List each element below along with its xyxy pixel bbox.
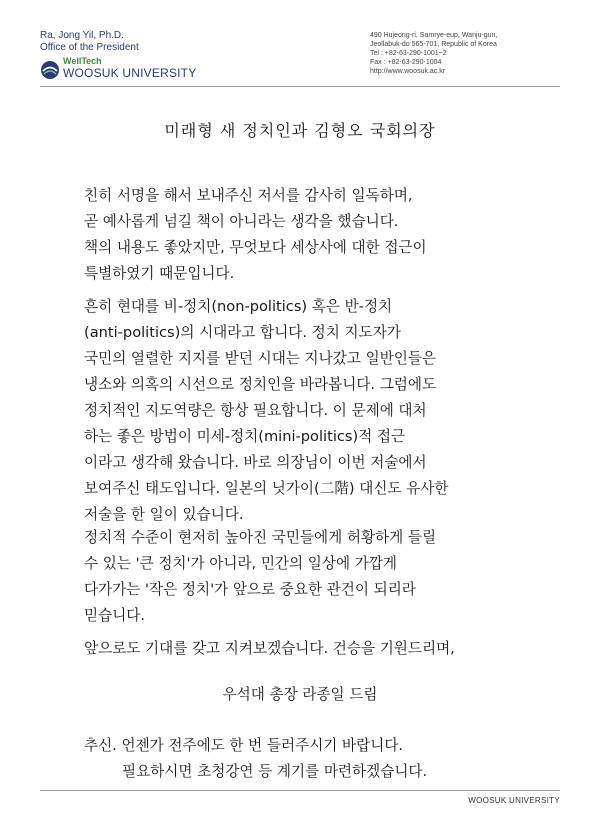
text-line: 앞으로도 기대를 갖고 지켜보겠습니다. 건승을 기원드리며, xyxy=(84,640,455,657)
text-line: 하는 좋은 방법이 미세-정치(mini-politics)적 접근 xyxy=(84,428,406,445)
header-divider xyxy=(40,86,560,87)
text-line: 저술을 한 일이 있습니다. xyxy=(84,506,244,523)
text-line: 믿습니다. xyxy=(84,607,146,624)
text-line: 수 있는 '큰 정치'가 아니라, 민간의 일상에 가깝게 xyxy=(84,555,397,572)
address-tel: Tel : +82-63-290-1001~2 xyxy=(370,50,447,57)
text-line: 국민의 열렬한 지지를 받던 시대는 지나갔고 일반인들은 xyxy=(84,350,437,367)
sender-office: Office of the President xyxy=(40,42,139,53)
footer-divider xyxy=(40,790,560,791)
text-line: 냉소와 의혹의 시선으로 정치인을 바라봅니다. 그럼에도 xyxy=(84,376,437,393)
text-line: 정치적 수준이 현저히 높아진 국민들에게 허황하게 들릴 xyxy=(84,529,437,546)
university-emblem-icon xyxy=(40,60,60,80)
text-line: 보여주신 태도입니다. 일본의 닛가이(二階) 대신도 유사한 xyxy=(84,480,449,497)
university-logo xyxy=(40,56,200,82)
text-line: 특별하였기 때문입니다. xyxy=(84,265,235,282)
postscript-line: 추신. 언젠가 전주에도 한 번 들러주시기 바랍니다. xyxy=(84,737,404,754)
text-line: 이라고 생각해 왔습니다. 바로 의장님이 이번 저술에서 xyxy=(84,454,427,471)
letterhead-sender xyxy=(40,30,240,54)
address-fax: Fax : +82-63-290-1004 xyxy=(370,59,442,66)
letter-title: 미래형 새 정치인과 김형오 국회의장 xyxy=(164,121,436,140)
text-line: (anti-politics)의 시대라고 합니다. 정치 지도자가 xyxy=(84,324,401,341)
text-line: 곧 예사롭게 넘길 책이 아니라는 생각을 했습니다. xyxy=(84,213,399,230)
paragraph-4 xyxy=(84,636,524,662)
logo-university-name: WOOSUK UNIVERSITY xyxy=(63,66,197,80)
address-line: 490 Hujeong-ri, Samrye-eup, Wanju-gun, xyxy=(370,32,498,39)
text-line: 다가가는 '작은 정치'가 앞으로 중요한 관건이 되리라 xyxy=(84,581,416,598)
text-line: 책의 내용도 좋았지만, 무엇보다 세상사에 대한 접근이 xyxy=(84,239,427,256)
footer-university: WOOSUK UNIVERSITY xyxy=(468,796,560,805)
paragraph-2 xyxy=(84,294,524,528)
postscript-line: 필요하시면 초청강연 등 계기를 마련하겠습니다. xyxy=(122,763,428,780)
sender-name: Ra, Jong Yil, Ph.D. xyxy=(40,30,124,41)
text-line: 친히 서명을 해서 보내주신 저서를 감사히 일독하며, xyxy=(84,187,413,204)
address-line: Jeollabuk-do 565-701, Republic of Korea xyxy=(370,41,497,48)
postscript xyxy=(84,733,544,785)
paragraph-3 xyxy=(84,525,524,629)
letterhead-address xyxy=(370,31,570,76)
text-line: 정치적인 지도역량은 항상 필요합니다. 이 문제에 대처 xyxy=(84,402,427,419)
paragraph-1 xyxy=(84,183,524,287)
address-url: http://www.woosuk.ac.kr xyxy=(370,68,446,75)
logo-welltech: WellTech xyxy=(63,56,102,66)
text-line: 흔히 현대를 비-정치(non-politics) 혹은 반-정치 xyxy=(84,298,393,315)
signature-line: 우석대 총장 라종일 드림 xyxy=(222,686,378,703)
